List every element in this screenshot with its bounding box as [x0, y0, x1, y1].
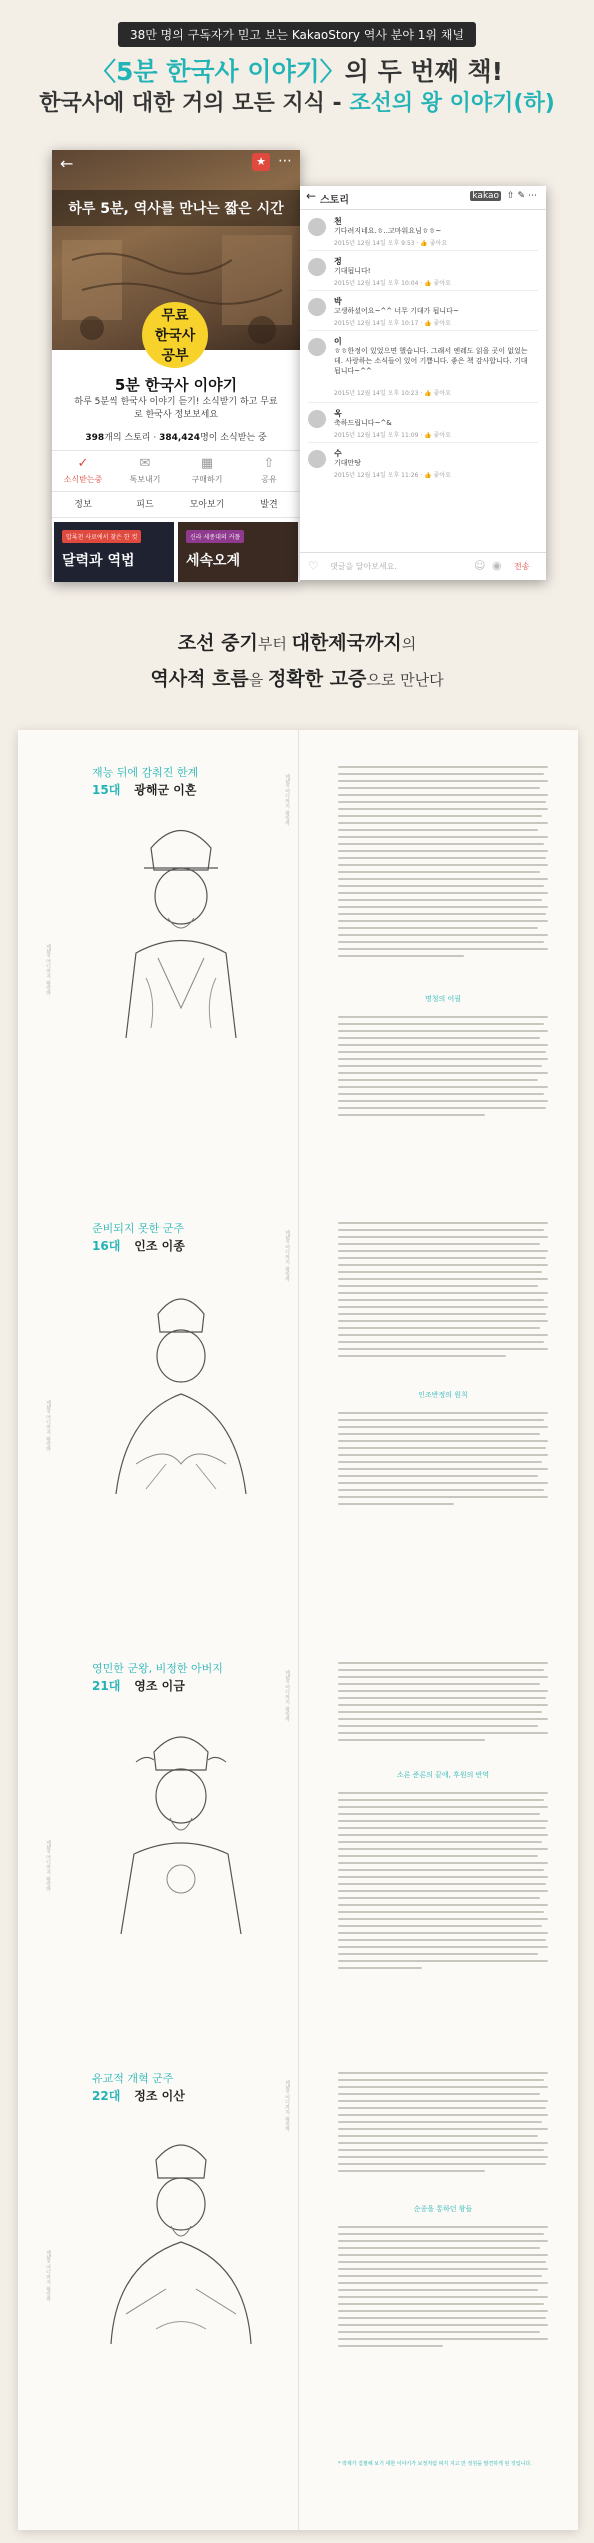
comment-meta: 2015년 12월 14일 오후 11:09 · 👍 좋아요	[334, 432, 451, 439]
cover-tagline: 하루 5분, 역사를 만나는 짧은 시간	[68, 201, 284, 217]
comment-text: 고생하셨어요~^^ 너무 기대가 됩니다~	[334, 307, 459, 315]
buy-label: 구매하기	[191, 475, 223, 484]
accuracy-text: 정확한 고증	[268, 668, 367, 690]
comment-text: 기대됩니다!	[334, 267, 371, 275]
channel-badge: 38만 명의 구독자가 믿고 보는 KakaoStory 역사 분야 1위 채널	[118, 22, 476, 47]
comment-meta: 2015년 12월 14일 오후 11:26 · 👍 좋아요	[334, 472, 451, 479]
comment-meta: 2015년 12월 14일 오후 10:04 · 👍 좋아요	[334, 280, 451, 287]
king-portrait-illustration	[96, 1264, 266, 1494]
king-name: 광해군 이혼	[134, 783, 197, 797]
body-text-block	[338, 1662, 548, 1746]
book-subtitle-accent: 조선의 왕 이야기(하)	[349, 91, 555, 116]
more-icon[interactable]: ⋯	[278, 153, 292, 169]
section-heading: 순종을 통하던 왕들	[413, 2205, 473, 2213]
running-head: 제5장 어디까지 왕일까	[45, 1840, 51, 1892]
comment-input[interactable]: 댓글을 달아보세요.	[330, 562, 397, 571]
avatar	[308, 298, 326, 316]
chapter-heading	[92, 1677, 185, 1694]
comment-text: 축하드립니다~^&	[334, 419, 392, 427]
section-heading: 소론 준론의 끝에, 후원의 반역	[396, 1771, 490, 1779]
comment-author[interactable]: 이	[334, 337, 342, 346]
channel-description: 하루 5분씩 한국사 이야기 듣기! 소식받기 하고 무료로 한국사 정보보세요	[74, 397, 278, 420]
flow-text: 역사적 흐름	[150, 668, 249, 690]
king-name: 인조 이종	[134, 1239, 185, 1253]
running-head: 제5장 어디까지 왕일까	[45, 944, 51, 996]
flow-particle: 을	[248, 671, 269, 689]
comment-meta: 2015년 12월 14일 오후 9:53 · 👍 좋아요	[334, 240, 448, 247]
story-count-label: 개의 스토리	[104, 433, 151, 443]
edit-icon[interactable]: ✎	[517, 191, 528, 201]
avatar	[308, 338, 326, 356]
post-thumb-left[interactable]	[54, 522, 174, 582]
message-button[interactable]	[114, 451, 176, 491]
divider	[308, 442, 538, 443]
chapter-injo	[18, 1220, 578, 1620]
comment-text: ㅎㅎ한정이 있었으면 했습니다. 그래서 엔레도 읽을 곳이 없었는데. 사랑하는 소식들이 있어 기쁩니다. 좋은 책 감사합니다. 기대됩니다~^^	[334, 347, 528, 375]
running-head-right: 제5장 어디까지 왕일까	[284, 1670, 290, 1722]
body-text-block	[338, 2072, 548, 2177]
chat-icon: ✉	[139, 456, 151, 471]
chapter-subtitle: 유교적 개혁 군주	[92, 2072, 174, 2085]
king-name: 영조 이금	[134, 1679, 185, 1693]
share-icon: ⇧	[263, 456, 275, 471]
avatar	[308, 258, 326, 276]
subscribe-label: 소식받는중	[63, 475, 103, 484]
running-head-right: 제5장 어디까지 왕일까	[284, 774, 290, 826]
comments-screenshot	[300, 186, 546, 580]
running-head-right: 제5장 어디까지 왕일까	[284, 1230, 290, 1282]
body-text-block	[338, 1016, 548, 1121]
share-button[interactable]	[238, 451, 300, 491]
chapter-heading	[92, 2087, 185, 2104]
avatar	[308, 218, 326, 236]
chapter-subtitle: 재능 뒤에 감춰진 한계	[92, 766, 199, 779]
comment-text: 기다려지네요.ㅎ..고마워요님ㅎㅎ~	[334, 227, 442, 235]
comment-author[interactable]: 수	[334, 449, 342, 458]
chapter-subtitle: 준비되지 못한 군주	[92, 1222, 185, 1235]
section-heading: 명청의 어필	[424, 995, 462, 1003]
chapter-yeongjo	[18, 1660, 578, 2060]
reign-number: 15대	[92, 783, 121, 797]
chapter-subtitle: 영민한 군왕, 비정한 아버지	[92, 1662, 223, 1675]
cart-icon: ▦	[200, 456, 214, 471]
section-heading: 인조반정의 원칙	[418, 1391, 468, 1399]
chapter-heading	[92, 1237, 185, 1254]
book-spread	[18, 730, 578, 2530]
comment-author[interactable]: 옥	[334, 409, 342, 418]
send-button[interactable]: 전송	[514, 562, 530, 571]
kakao-icon[interactable]: kakao	[472, 191, 500, 201]
story-title: 스토리	[320, 195, 349, 206]
tab-info[interactable]: 정보	[74, 500, 92, 510]
footnote: * 박제가 집필해 보기 대한 이야기가 보정처럼 퍼지 지고 만 정원을 발견하게 된 것입니다.	[338, 2461, 532, 2467]
back-arrow-icon[interactable]: ←	[306, 189, 317, 203]
channel-stats	[52, 430, 300, 443]
channel-topbar	[52, 150, 300, 180]
book-subtitle	[0, 86, 594, 117]
king-portrait-illustration	[96, 2114, 266, 2344]
channel-actions	[52, 450, 300, 492]
subscriber-count-label: 명이 소식받는 중	[200, 433, 267, 443]
channel-screenshot	[52, 150, 300, 582]
running-head: 제5장 어디까지 왕일까	[45, 2250, 51, 2302]
chapter-gwanghaegun	[18, 764, 578, 1204]
body-text-block	[338, 2226, 548, 2352]
tab-collection[interactable]: 모아보기	[189, 500, 225, 510]
story-count: 398	[85, 433, 105, 443]
comment-item	[308, 448, 540, 488]
comment-meta: 2015년 12월 14일 오후 10:17 · 👍 좋아요	[334, 320, 451, 327]
back-arrow-icon[interactable]: ←	[60, 154, 74, 173]
avatar	[308, 410, 326, 428]
emoticon-icon[interactable]: ☺	[474, 559, 486, 572]
message-label: 톡보내기	[129, 475, 161, 484]
body-text-block	[338, 766, 548, 962]
comment-author[interactable]: 박	[334, 297, 342, 306]
running-head-right: 제5장 어디까지 왕일까	[284, 2080, 290, 2132]
reign-number: 16대	[92, 1239, 121, 1253]
tab-discover[interactable]: 발견	[260, 500, 278, 510]
divider	[308, 250, 538, 251]
book-subtitle-plain: 한국사에 대한 거의 모든 지식 -	[39, 91, 350, 116]
comment-input-bar	[300, 552, 546, 580]
running-head: 제5장 어디까지 왕일까	[45, 1400, 51, 1452]
book-headline	[0, 52, 594, 88]
comment-author[interactable]: 정	[334, 257, 342, 266]
camera-icon[interactable]: ◉	[492, 559, 502, 572]
subscriber-count: 384,424	[159, 433, 201, 443]
chapter-jeongjo	[18, 2070, 578, 2490]
share-label: 공유	[261, 475, 277, 484]
avatar	[308, 450, 326, 468]
accuracy-rest: 으로 만난다	[366, 671, 444, 689]
channel-tabs	[52, 492, 300, 518]
more-icon[interactable]: ⋯	[528, 191, 540, 201]
reign-number: 22대	[92, 2089, 121, 2103]
comment-meta: 2015년 12월 14일 오후 10:23 · 👍 좋아요	[334, 390, 451, 397]
subscribe-button[interactable]	[52, 451, 114, 491]
chapter-heading	[92, 781, 196, 798]
stats-separator: ·	[150, 433, 160, 443]
buy-button[interactable]	[176, 451, 238, 491]
book-title-accent: 〈5분 한국사 이야기〉	[90, 57, 345, 86]
thumb-left-title: 달력과 역법	[62, 553, 135, 569]
king-portrait-illustration	[96, 1704, 266, 1934]
comment-author[interactable]: 천	[334, 217, 342, 226]
body-text-block	[338, 1222, 548, 1362]
king-portrait-illustration	[96, 808, 266, 1038]
heart-icon[interactable]: ♡	[308, 559, 319, 573]
circle-line-3: 공부	[161, 348, 189, 364]
body-text-block	[338, 1792, 548, 1974]
reign-number: 21대	[92, 1679, 121, 1693]
tab-feed[interactable]: 피드	[136, 500, 154, 510]
channel-name: 5분 한국사 이야기	[114, 376, 238, 394]
check-icon: ✓	[77, 456, 89, 471]
book-title-rest: 의 두 번째 책!	[344, 57, 504, 86]
body-text-block	[338, 1412, 548, 1510]
thumb-right-title: 세속오계	[186, 553, 241, 569]
post-thumb-right[interactable]	[178, 522, 298, 582]
circle-line-2: 한국사	[154, 328, 196, 344]
period-particle: 의	[401, 635, 417, 653]
story-toolbar-icons	[470, 191, 540, 201]
divider	[308, 330, 538, 331]
period-start: 조선 중기	[177, 632, 258, 654]
thumb-right-tag: 신라 세종대의 커플	[186, 530, 244, 543]
star-icon[interactable]: ★	[252, 153, 270, 171]
period-from: 부터	[257, 635, 292, 653]
divider	[308, 402, 538, 403]
circle-line-1: 무료	[161, 308, 189, 324]
comment-text: 기대만땅	[334, 459, 362, 467]
story-topbar	[300, 186, 546, 210]
free-study-circle	[142, 302, 208, 368]
king-name: 정조 이산	[134, 2089, 185, 2103]
thumb-left-tag: 압록천 사료에서 찾은 한 컷	[62, 530, 141, 543]
period-line	[0, 628, 594, 655]
accuracy-line	[0, 664, 594, 691]
comment-item	[308, 336, 540, 406]
period-end: 대한제국까지	[291, 632, 402, 654]
divider	[308, 290, 538, 291]
share-icon[interactable]: ⇧	[506, 191, 518, 201]
